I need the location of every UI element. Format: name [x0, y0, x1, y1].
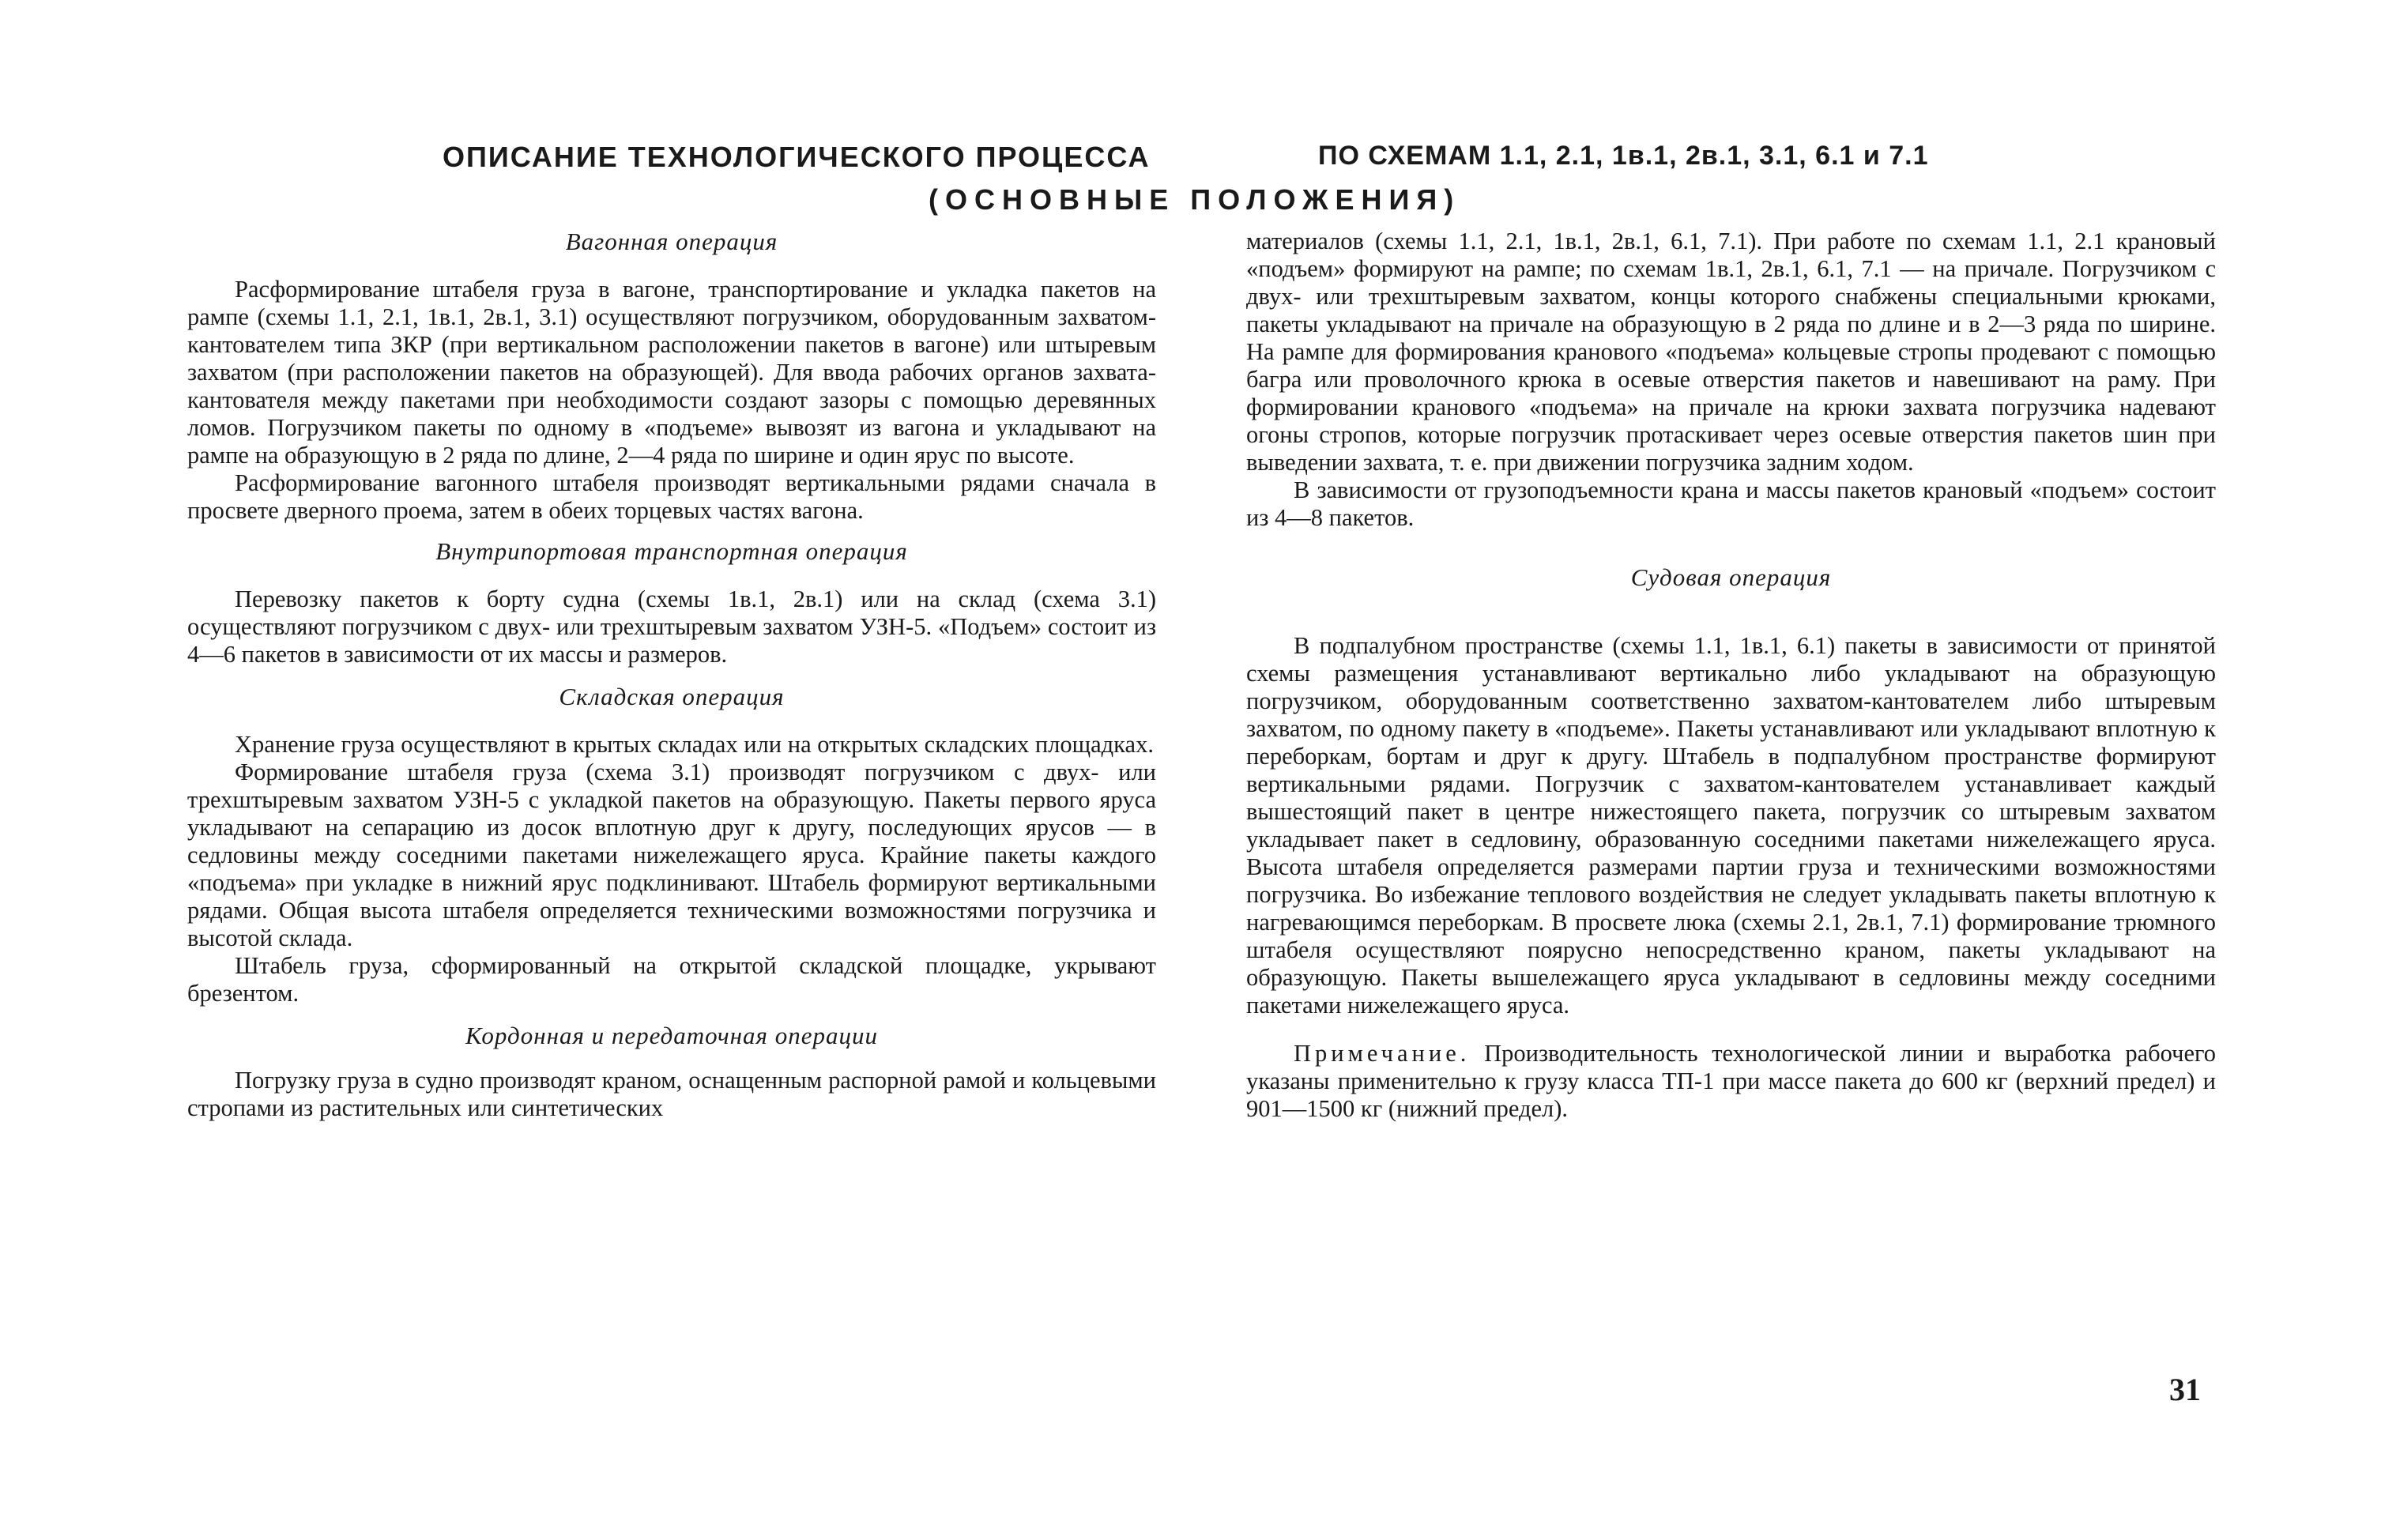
title-subtitle: (ОСНОВНЫЕ ПОЛОЖЕНИЯ)	[929, 183, 1461, 216]
note-paragraph	[1246, 1040, 2216, 1123]
paragraph: Расформирование вагонного штабеля производят вертикальными рядами сначала в просвете дверного проема, затем в обеих торцевых частях вагона.	[187, 469, 1156, 524]
right-column	[1246, 228, 2216, 1123]
paragraph: Расформирование штабеля груза в вагоне, транспортирование и укладка пакетов на рампе (схемы 1.1, 2.1, 1в.1, 2в.1, 3.1) осуществляют погрузчиком, оборудованным захватом-кантователем типа ЗКР (при вертикальном расположении пакетов в вагоне) или штыревым захватом (при расположении пакетов на образующей). Для ввода рабочих органов захвата-кантователя между пакетами при необходимости создают зазоры с помощью деревянных ломов. Погрузчиком пакеты по одному в «подъеме» вывозят из вагона и укладывают на рампе на образующую в 2 ряда по длине, 2—4 ряда по ширине и один ярус по высоте.	[187, 276, 1156, 469]
paragraph: Перевозку пакетов к борту судна (схемы 1в.1, 2в.1) или на склад (схема 3.1) осуществляют погрузчиком с двух- или трехштыревым захватом УЗН-5. «Подъем» состоит из 4—6 пакетов в зависимости от их массы и размеров.	[187, 586, 1156, 668]
section-heading-storage: Складская операция	[559, 683, 785, 710]
note-label: Примечание.	[1294, 1040, 1471, 1067]
page-number: 31	[2169, 1372, 2201, 1407]
title-line1-right: ПО СХЕМАМ 1.1, 2.1, 1в.1, 2в.1, 3.1, 6.1 и 7.1	[1318, 141, 1929, 171]
section-heading-transport: Внутрипортовая транспортная операция	[435, 537, 908, 565]
paragraph: Формирование штабеля груза (схема 3.1) производят погрузчиком с двух- или трехштыревым захватом УЗН-5 с укладкой пакетов на образующую. Пакеты первого яруса укладывают на сепарацию из досок вплотную друг к другу, последующих ярусов — в седловины между соседними пакетами нижележащего яруса. Крайние пакеты каждого «подъема» при укладке в нижний ярус подклинивают. Штабель формируют вертикальными рядами. Общая высота штабеля определяется техническими возможностями погрузчика и высотой склада.	[187, 759, 1156, 951]
paragraph: материалов (схемы 1.1, 2.1, 1в.1, 2в.1, 6.1, 7.1). При работе по схемам 1.1, 2.1 крановый «подъем» формируют на рампе; по схемам 1в.1, 2в.1, 6.1, 7.1 — на причале. Погрузчиком с двух- или трехштыревым захватом, концы которого снабжены специальными крюками, пакеты укладывают на причале на образующую в 2 ряда по длине и в 2—3 ряда по ширине. На рампе для формирования кранового «подъема» кольцевые стропы продевают с помощью багра или проволочного крюка в осевые отверстия пакетов и навешивают на раму. При формировании кранового «подъема» на причале на крюки захвата погрузчика надевают огоны стропов, которые погрузчик протаскивает через осевые отверстия пакетов шин при выведении захвата, т. е. при движении погрузчика задним ходом.	[1246, 228, 2216, 476]
paragraph: В зависимости от грузоподъемности крана и массы пакетов крановый «подъем» состоит из 4—8 пакетов.	[1246, 476, 2216, 531]
paragraph: Погрузку груза в судно производят краном, оснащенным распорной рамой и кольцевыми стропами из растительных или синтетических	[187, 1067, 1156, 1121]
section-heading-wagon: Вагонная операция	[565, 228, 778, 255]
paragraph: Хранение груза осуществляют в крытых складах или на открытых складских площадках.	[235, 731, 1154, 758]
paragraph: Штабель груза, сформированный на открытой складской площадке, укрывают брезентом.	[187, 952, 1156, 1007]
title-line1-left: ОПИСАНИЕ ТЕХНОЛОГИЧЕСКОГО ПРОЦЕССА	[443, 141, 1151, 173]
note-text: Производительность технологической линии и выработка рабочего указаны применительно к грузу класса ТП-1 при массе пакета до 600 кг (верхний предел) и 901—1500 кг (нижний предел).	[1246, 1040, 2216, 1122]
section-heading-cordon: Кордонная и передаточная операции	[465, 1022, 878, 1049]
left-column	[187, 228, 1156, 1122]
paragraph: В подпалубном пространстве (схемы 1.1, 1в.1, 6.1) пакеты в зависимости от принятой схемы размещения устанавливают вертикально либо укладывают на образующую погрузчиком, оборудованным соответственно захватом-кантователем либо штыревым захватом, по одному пакету в «подъеме». Пакеты устанавливают или укладывают вплотную к переборкам, бортам и друг к другу. Штабель в подпалубном пространстве формируют вертикальными рядами. Погрузчик с захватом-кантователем устанавливает каждый вышестоящий пакет в центре нижестоящего пакета, погрузчик со штыревым захватом укладывает пакет в седловину, образованную соседними пакетами нижележащего яруса. Высота штабеля определяется размерами партии груза и техническими возможностями погрузчика. Во избежание теплового воздействия не следует укладывать пакеты вплотную к нагревающимся переборкам. В просвете люка (схемы 2.1, 2в.1, 7.1) формирование трюмного штабеля осуществляют поярусно непосредственно краном, пакеты укладывают на образующую. Пакеты вышележащего яруса укладывают в седловины между соседними пакетами нижележащего яруса.	[1246, 632, 2216, 1019]
section-heading-ship: Судовая операция	[1630, 563, 1832, 591]
